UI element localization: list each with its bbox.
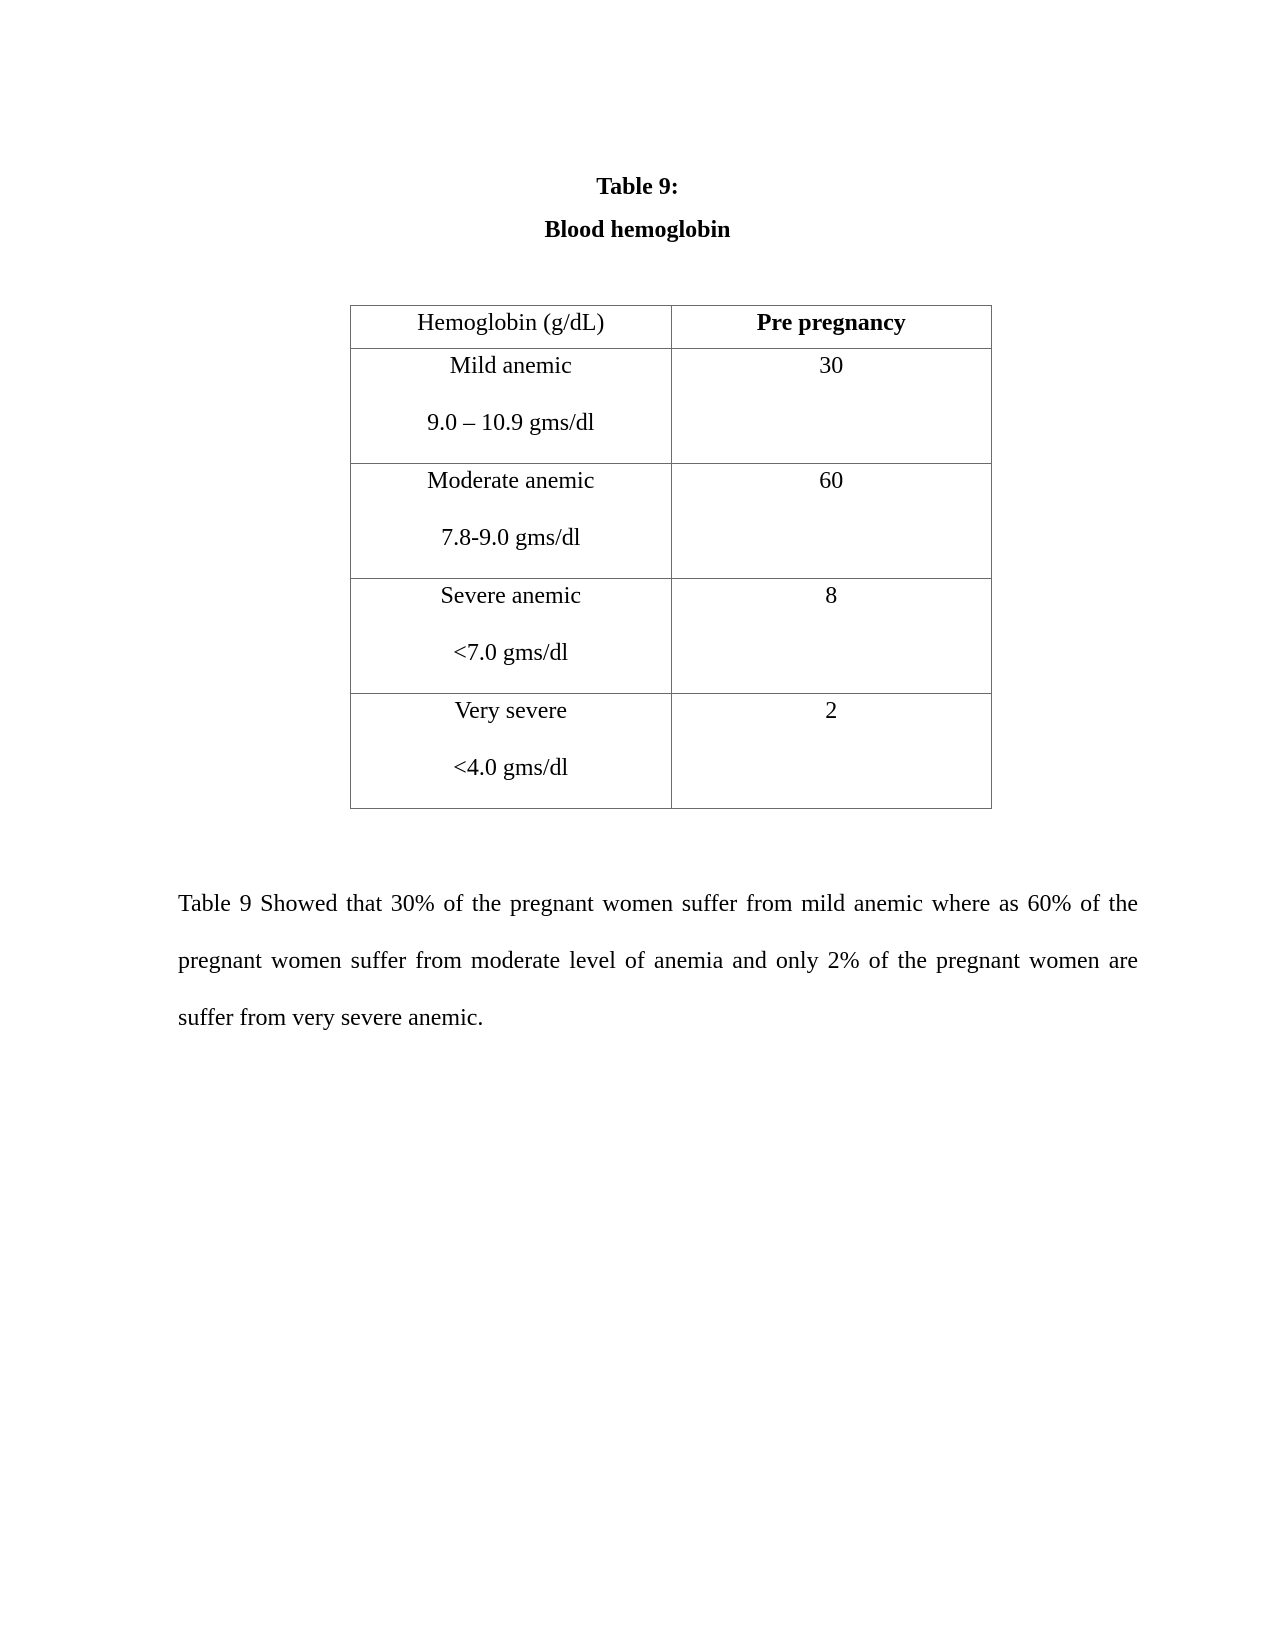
value-label: 2 [825, 698, 838, 724]
range-label: 7.8-9.0 gms/dl [441, 525, 581, 551]
value-cell [671, 349, 992, 464]
table-row [351, 349, 992, 464]
category-label: Severe anemic [440, 583, 582, 609]
table-header-row [351, 306, 992, 349]
body-paragraph: Table 9 Showed that 30% of the pregnant women suffer from mild anemic where as 60% of the pregnant women suffer from moderate level of anemia and only 2% of the pregnant women are suffer from very severe anemic. [178, 891, 1138, 1031]
header-hemoglobin: Hemoglobin (g/dL) [351, 306, 672, 349]
value-cell [671, 694, 992, 809]
table-title: Table 9: [596, 174, 679, 200]
value-label: 60 [819, 468, 844, 494]
value-label: 30 [819, 353, 844, 379]
range-label: <4.0 gms/dl [453, 755, 569, 781]
table-row [351, 579, 992, 694]
category-label: Very severe [454, 698, 568, 724]
hemoglobin-table [350, 305, 992, 809]
range-label: <7.0 gms/dl [453, 640, 569, 666]
value-label: 8 [825, 583, 838, 609]
value-cell [671, 464, 992, 579]
category-cell [351, 349, 672, 464]
category-cell [351, 694, 672, 809]
category-label: Moderate anemic [427, 468, 595, 494]
header-pre-pregnancy: Pre pregnancy [671, 306, 992, 349]
table-subtitle: Blood hemoglobin [544, 217, 731, 243]
category-label: Mild anemic [449, 353, 572, 379]
table-row [351, 464, 992, 579]
category-cell [351, 464, 672, 579]
category-cell [351, 579, 672, 694]
value-cell [671, 579, 992, 694]
range-label: 9.0 – 10.9 gms/dl [427, 410, 595, 436]
table-row [351, 694, 992, 809]
